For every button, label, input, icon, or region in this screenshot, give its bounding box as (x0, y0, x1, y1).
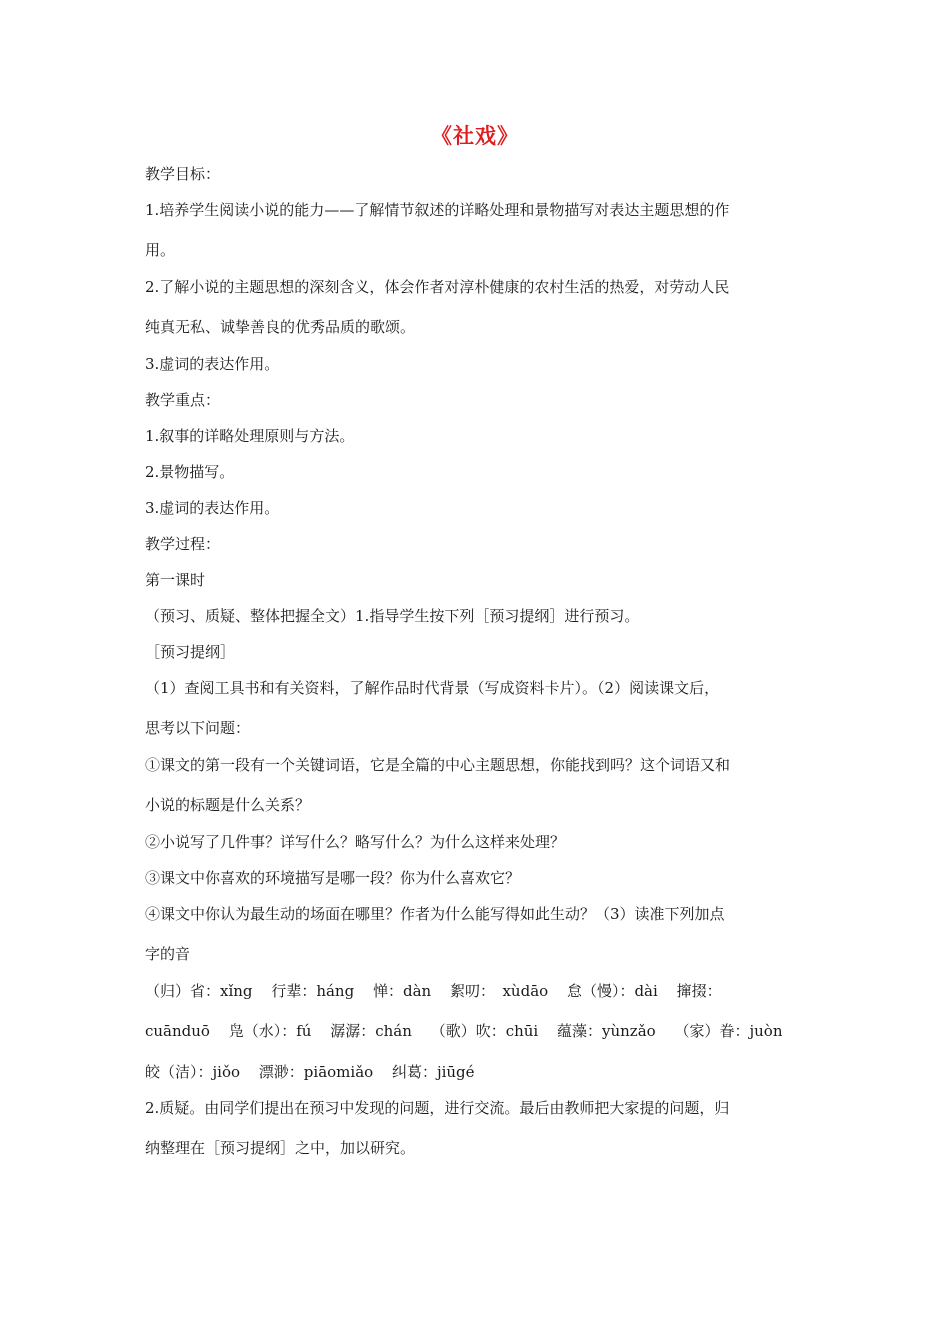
question-2: ②小说写了几件事？详写什么？略写什么？为什么这样来处理？ (145, 833, 566, 851)
pinyin-line-3 (145, 1062, 815, 1082)
pinyin-item: 潺潺：chán (330, 1022, 412, 1040)
pinyin-item: 絮叨： xùdāo (449, 982, 549, 1000)
pinyin-item: 蕴藻：yùnzǎo (557, 1022, 656, 1040)
pinyin-item: （归）省：xǐng (145, 982, 253, 1000)
outline-item-1-line-1: （1）查阅工具书和有关资料，了解作品时代背景（写成资料卡片）。（2）阅读课文后， (145, 679, 720, 697)
objective-3: 3.虚词的表达作用。 (145, 355, 280, 373)
pinyin-item: 行辈：háng (271, 982, 355, 1000)
lesson-one-heading: 第一课时 (145, 571, 206, 589)
question-4-line-2: 字的音 (145, 945, 191, 963)
pinyin-item: 凫（水）：fú (228, 1022, 312, 1040)
pinyin-item: （歌）吹：chūi (430, 1022, 539, 1040)
objective-2-line-1: 2.了解小说的主题思想的深刻含义，体会作者对淳朴健康的农村生活的热爱，对劳动人民 (145, 278, 730, 296)
section-heading-key-points: 教学重点： (145, 391, 221, 409)
key-point-2: 2.景物描写。 (145, 463, 235, 481)
section-heading-objectives: 教学目标： (145, 165, 221, 183)
pinyin-item: （家）眷：juòn (674, 1022, 783, 1040)
discussion-line-2: 纳整理在［预习提纲］之中，加以研究。 (145, 1139, 416, 1157)
question-4-line-1: ④课文中你认为最生动的场面在哪里？作者为什么能写得如此生动？（3）读准下列加点 (145, 905, 725, 923)
objective-1-line-1: 1.培养学生阅读小说的能力——了解情节叙述的详略处理和景物描写对表达主题思想的作 (145, 201, 730, 219)
pinyin-line-2 (145, 1021, 815, 1041)
key-point-3: 3.虚词的表达作用。 (145, 499, 280, 517)
pinyin-item: 惮：dàn (372, 982, 432, 1000)
outline-item-1-line-2: 思考以下问题： (145, 719, 251, 737)
document-title: 《社戏》 (431, 124, 519, 148)
objective-2-line-2: 纯真无私、诚挚善良的优秀品质的歌颂。 (145, 318, 416, 336)
pinyin-item: cuānduō (145, 1022, 210, 1040)
section-heading-process: 教学过程： (145, 535, 221, 553)
pinyin-item: 怠（慢）：dài (566, 982, 658, 1000)
pinyin-line-1 (145, 981, 815, 1001)
objective-1-line-2: 用。 (145, 241, 176, 259)
key-point-1: 1.叙事的详略处理原则与方法。 (145, 427, 355, 445)
preview-instruction: （预习、质疑、整体把握全文）1.指导学生按下列［预习提纲］进行预习。 (145, 607, 640, 625)
pinyin-item: 皎（洁）：jiǒo (145, 1063, 241, 1081)
discussion-line-1: 2.质疑。由同学们提出在预习中发现的问题，进行交流。最后由教师把大家提的问题，归 (145, 1099, 730, 1117)
pinyin-item: 撺掇： (676, 982, 722, 1000)
pinyin-item: 纠葛：jiūgé (391, 1063, 475, 1081)
preview-outline-heading: ［预习提纲］ (145, 643, 236, 661)
question-1-line-1: ①课文的第一段有一个关键词语，它是全篇的中心主题思想，你能找到吗？这个词语又和 (145, 756, 731, 774)
question-1-line-2: 小说的标题是什么关系？ (145, 796, 311, 814)
pinyin-item: 漂渺：piāomiǎo (258, 1063, 374, 1081)
question-3: ③课文中你喜欢的环境描写是哪一段？你为什么喜欢它？ (145, 869, 521, 887)
